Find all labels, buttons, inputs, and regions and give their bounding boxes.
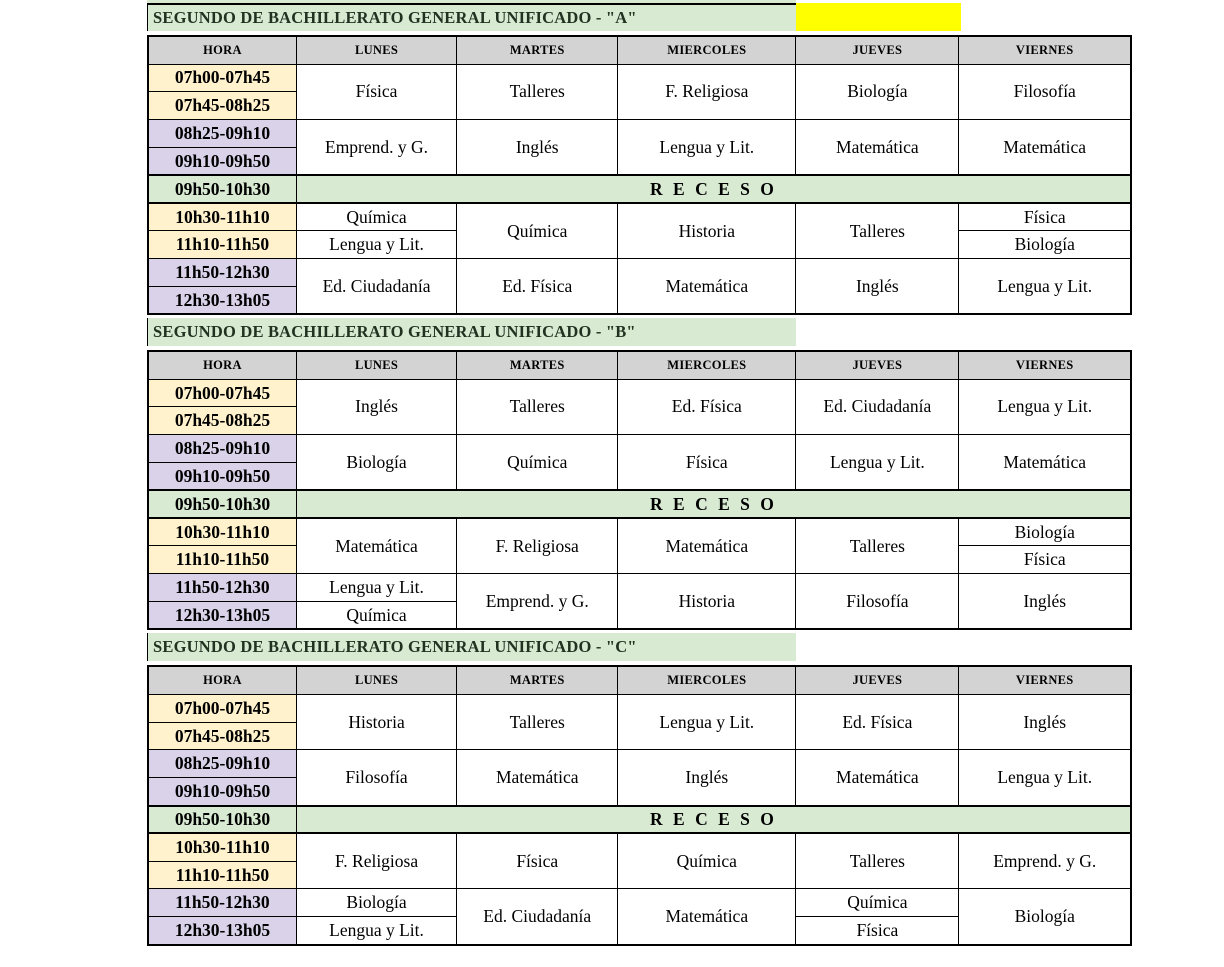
subject-cell: Inglés — [959, 694, 1131, 750]
time-cell: 09h50-10h30 — [148, 490, 296, 518]
section-title: SEGUNDO DE BACHILLERATO GENERAL UNIFICADO - "C" — [147, 633, 796, 661]
subject-cell: Lengua y Lit. — [296, 917, 456, 945]
time-cell: 11h50-12h30 — [148, 889, 296, 917]
subject-cell: Matemática — [618, 259, 796, 315]
time-cell: 07h45-08h25 — [148, 722, 296, 750]
subject-cell: Lengua y Lit. — [618, 694, 796, 750]
col-header-lunes: LUNES — [296, 351, 456, 379]
subject-cell: Talleres — [796, 833, 959, 889]
time-cell: 07h00-07h45 — [148, 694, 296, 722]
subject-cell: Lengua y Lit. — [959, 259, 1131, 315]
subject-cell: Biología — [959, 518, 1131, 546]
subject-cell: Inglés — [457, 120, 618, 176]
subject-cell: Ed. Ciudadanía — [457, 889, 618, 945]
subject-cell: Matemática — [296, 518, 456, 574]
col-header-hora: HORA — [148, 666, 296, 694]
subject-cell: Filosofía — [296, 750, 456, 806]
col-header-jueves: JUEVES — [796, 666, 959, 694]
time-cell: 07h00-07h45 — [148, 64, 296, 92]
subject-cell: Física — [296, 64, 456, 120]
receso-cell: R E C E S O — [296, 490, 1131, 518]
col-header-martes: MARTES — [457, 36, 618, 64]
subject-cell: Matemática — [618, 889, 796, 945]
col-header-viernes: VIERNES — [959, 351, 1131, 379]
subject-cell: Ed. Ciudadanía — [796, 379, 959, 435]
subject-cell: Talleres — [796, 518, 959, 574]
section-title-row — [147, 633, 1132, 661]
subject-cell: F. Religiosa — [618, 64, 796, 120]
subject-cell: Talleres — [457, 379, 618, 435]
subject-cell: Lengua y Lit. — [296, 231, 456, 259]
time-cell: 10h30-11h10 — [148, 833, 296, 861]
time-cell: 11h50-12h30 — [148, 259, 296, 287]
subject-cell: Historia — [618, 203, 796, 259]
col-header-viernes: VIERNES — [959, 666, 1131, 694]
subject-cell: Emprend. y G. — [457, 574, 618, 630]
col-header-jueves: JUEVES — [796, 351, 959, 379]
subject-cell: Lengua y Lit. — [959, 750, 1131, 806]
time-cell: 07h00-07h45 — [148, 379, 296, 407]
highlight-cell — [796, 3, 960, 31]
time-cell: 08h25-09h10 — [148, 120, 296, 148]
col-header-jueves: JUEVES — [796, 36, 959, 64]
subject-cell: Química — [296, 602, 456, 630]
subject-cell: Matemática — [796, 120, 959, 176]
schedule-table-c — [147, 665, 1132, 945]
subject-cell: Ed. Física — [796, 694, 959, 750]
section-title-row — [147, 3, 1132, 31]
section-title: SEGUNDO DE BACHILLERATO GENERAL UNIFICADO - "A" — [147, 3, 796, 31]
schedule-section-b — [147, 318, 1132, 630]
section-title: SEGUNDO DE BACHILLERATO GENERAL UNIFICADO - "B" — [147, 318, 796, 346]
receso-cell: R E C E S O — [296, 806, 1131, 834]
schedule-section-a — [147, 0, 1132, 315]
time-cell: 12h30-13h05 — [148, 917, 296, 945]
subject-cell: Física — [959, 546, 1131, 574]
col-header-martes: MARTES — [457, 351, 618, 379]
schedule-sheet — [147, 0, 1132, 949]
subject-cell: Filosofía — [959, 64, 1131, 120]
subject-cell: Emprend. y G. — [959, 833, 1131, 889]
subject-cell: Emprend. y G. — [296, 120, 456, 176]
subject-cell: Física — [618, 435, 796, 491]
subject-cell: Física — [457, 833, 618, 889]
time-cell: 08h25-09h10 — [148, 435, 296, 463]
subject-cell: Ed. Física — [618, 379, 796, 435]
subject-cell: Lengua y Lit. — [296, 574, 456, 602]
col-header-martes: MARTES — [457, 666, 618, 694]
subject-cell: Biología — [959, 231, 1131, 259]
subject-cell: Ed. Física — [457, 259, 618, 315]
subject-cell: Filosofía — [796, 574, 959, 630]
col-header-hora: HORA — [148, 351, 296, 379]
time-cell: 12h30-13h05 — [148, 286, 296, 314]
time-cell: 11h10-11h50 — [148, 861, 296, 889]
col-header-hora: HORA — [148, 36, 296, 64]
time-cell: 09h10-09h50 — [148, 147, 296, 175]
col-header-viernes: VIERNES — [959, 36, 1131, 64]
col-header-lunes: LUNES — [296, 666, 456, 694]
subject-cell: Biología — [296, 889, 456, 917]
time-cell: 07h45-08h25 — [148, 407, 296, 435]
subject-cell: Matemática — [796, 750, 959, 806]
time-cell: 11h10-11h50 — [148, 231, 296, 259]
subject-cell: Inglés — [959, 574, 1131, 630]
subject-cell: Matemática — [618, 518, 796, 574]
receso-cell: R E C E S O — [296, 175, 1131, 203]
time-cell: 12h30-13h05 — [148, 602, 296, 630]
time-cell: 09h50-10h30 — [148, 175, 296, 203]
schedule-table-a — [147, 35, 1132, 315]
subject-cell: Física — [796, 917, 959, 945]
subject-cell: Inglés — [296, 379, 456, 435]
time-cell: 09h10-09h50 — [148, 778, 296, 806]
subject-cell: Inglés — [796, 259, 959, 315]
subject-cell: Historia — [618, 574, 796, 630]
subject-cell: Matemática — [959, 435, 1131, 491]
subject-cell: Lengua y Lit. — [959, 379, 1131, 435]
subject-cell: Lengua y Lit. — [618, 120, 796, 176]
col-header-miercoles: MIERCOLES — [618, 351, 796, 379]
time-cell: 09h50-10h30 — [148, 806, 296, 834]
time-cell: 11h10-11h50 — [148, 546, 296, 574]
time-cell: 11h50-12h30 — [148, 574, 296, 602]
subject-cell: Talleres — [457, 694, 618, 750]
subject-cell: Talleres — [457, 64, 618, 120]
subject-cell: Talleres — [796, 203, 959, 259]
time-cell: 09h10-09h50 — [148, 463, 296, 491]
col-header-miercoles: MIERCOLES — [618, 36, 796, 64]
subject-cell: Química — [618, 833, 796, 889]
time-cell: 10h30-11h10 — [148, 518, 296, 546]
subject-cell: Química — [296, 203, 456, 231]
subject-cell: F. Religiosa — [457, 518, 618, 574]
time-cell: 08h25-09h10 — [148, 750, 296, 778]
subject-cell: Ed. Ciudadanía — [296, 259, 456, 315]
subject-cell: Historia — [296, 694, 456, 750]
subject-cell: Inglés — [618, 750, 796, 806]
time-cell: 07h45-08h25 — [148, 92, 296, 120]
subject-cell: Matemática — [457, 750, 618, 806]
time-cell: 10h30-11h10 — [148, 203, 296, 231]
subject-cell: Biología — [296, 435, 456, 491]
subject-cell: Química — [796, 889, 959, 917]
schedule-section-c — [147, 633, 1132, 945]
subject-cell: Matemática — [959, 120, 1131, 176]
col-header-lunes: LUNES — [296, 36, 456, 64]
subject-cell: Biología — [959, 889, 1131, 945]
schedule-table-b — [147, 350, 1132, 630]
subject-cell: Física — [959, 203, 1131, 231]
subject-cell: F. Religiosa — [296, 833, 456, 889]
section-title-row — [147, 318, 1132, 346]
col-header-miercoles: MIERCOLES — [618, 666, 796, 694]
subject-cell: Biología — [796, 64, 959, 120]
subject-cell: Lengua y Lit. — [796, 435, 959, 491]
subject-cell: Química — [457, 435, 618, 491]
subject-cell: Química — [457, 203, 618, 259]
